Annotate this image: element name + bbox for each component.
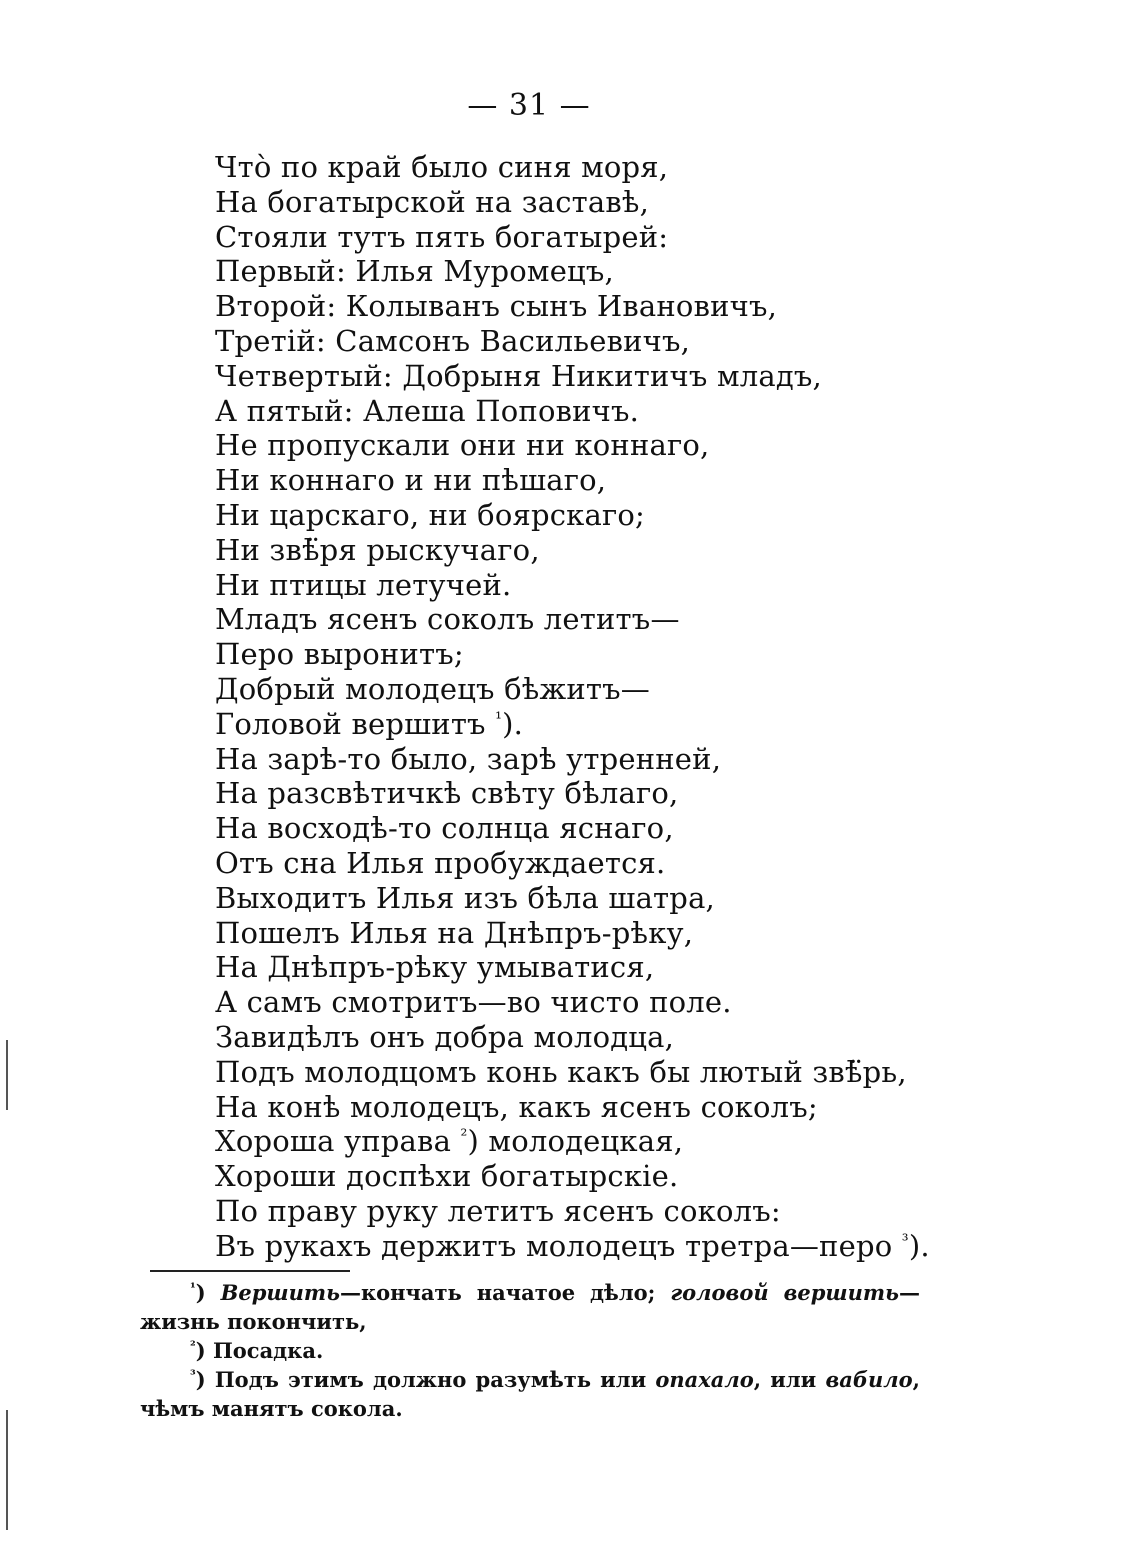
poem-line: А самъ смотритъ—во чисто поле. bbox=[215, 985, 732, 1020]
footnote-ref-1[interactable]: ¹ bbox=[495, 708, 503, 729]
poem-line: Добрый молодецъ бѣжитъ— bbox=[215, 671, 650, 706]
poem-line: На зарѣ-то было, зарѣ утренней, bbox=[215, 741, 722, 776]
footnote-text: —жизнь покончить, bbox=[140, 1280, 920, 1334]
poem-line: На богатырской на заставѣ, bbox=[215, 184, 650, 219]
poem-line: Завидѣлъ онъ добра молодца, bbox=[215, 1019, 675, 1054]
poem-line-tail: ) молодецкая, bbox=[467, 1124, 684, 1159]
footnote-term: Вершить bbox=[220, 1280, 340, 1305]
page-number: — 31 — bbox=[467, 88, 591, 123]
poem-line: Выходитъ Илья изъ бѣла шатра, bbox=[215, 880, 715, 915]
poem-line: Ни коннаго и ни пѣшаго, bbox=[215, 463, 607, 498]
poem-line: Второй: Колыванъ сынъ Ивановичъ, bbox=[215, 289, 778, 324]
footnote-mark: ³ bbox=[190, 1368, 196, 1383]
footnote-divider bbox=[150, 1270, 350, 1272]
poem-line-tail: ). bbox=[908, 1228, 930, 1263]
poem-line: Ни птицы летучей. bbox=[215, 567, 512, 602]
poem-line: Пошелъ Илья на Днѣпръ-рѣку, bbox=[215, 915, 694, 950]
poem-line-tail: ). bbox=[502, 706, 524, 741]
footnote-1 bbox=[140, 1278, 920, 1336]
poem-line-with-footnote-1 bbox=[215, 707, 1015, 742]
scan-edge-mark bbox=[6, 1410, 8, 1530]
poem-line: По праву руку летитъ ясенъ соколъ: bbox=[215, 1193, 781, 1228]
poem-line: На конѣ молодецъ, какъ ясенъ соколъ; bbox=[215, 1089, 818, 1124]
footnote-mark: ² bbox=[190, 1339, 196, 1354]
footnote-term: опахало bbox=[655, 1367, 754, 1392]
footnote-ref-2[interactable]: ² bbox=[460, 1126, 468, 1147]
poem bbox=[215, 150, 1015, 1264]
poem-line-with-footnote-2 bbox=[215, 1124, 1015, 1159]
footnote-term: головой вершить bbox=[670, 1280, 899, 1305]
poem-line: Что̀ по край было синя моря, bbox=[215, 150, 669, 184]
poem-line: А пятый: Алеша Поповичъ. bbox=[215, 393, 640, 428]
footnote-text: ) Посадка. bbox=[195, 1338, 324, 1363]
poem-line: Подъ молодцомъ конь какъ бы лютый звѣ̈рь, bbox=[215, 1054, 907, 1089]
footnotes bbox=[140, 1278, 920, 1423]
poem-line: Четвертый: Добрыня Никитичъ младъ, bbox=[215, 358, 822, 393]
footnote-3 bbox=[140, 1365, 920, 1423]
poem-line: Первый: Илья Муромецъ, bbox=[215, 254, 614, 289]
scan-edge-mark bbox=[6, 1040, 8, 1110]
poem-line: Младъ ясенъ соколъ летитъ— bbox=[215, 602, 680, 637]
poem-line: На восходѣ-то солнца яснаго, bbox=[215, 811, 674, 846]
footnote-term: вабило bbox=[825, 1367, 913, 1392]
poem-line: Перо выронитъ; bbox=[215, 637, 464, 672]
poem-line: Третій: Самсонъ Васильевичъ, bbox=[215, 323, 691, 358]
poem-line: Ни звѣ̈ря рыскучаго, bbox=[215, 532, 540, 567]
footnote-ref-3[interactable]: ³ bbox=[901, 1230, 909, 1251]
poem-line-text: Хороша управа bbox=[215, 1124, 452, 1159]
footnote-text: ) bbox=[195, 1280, 221, 1305]
poem-line-text: Въ рукахъ держитъ молодецъ третра—перо bbox=[215, 1228, 893, 1263]
footnote-text: , или bbox=[753, 1367, 826, 1392]
poem-line: Хороши доспѣхи богатырскіе. bbox=[215, 1159, 679, 1194]
poem-line: Отъ сна Илья пробуждается. bbox=[215, 845, 666, 880]
footnote-text: ) Подъ этимъ должно разумѣть или bbox=[195, 1367, 656, 1392]
poem-line: На разсвѣтичкѣ свѣту бѣлаго, bbox=[215, 776, 679, 811]
poem-line: Ни царскаго, ни боярскаго; bbox=[215, 497, 646, 532]
poem-line-with-footnote-3 bbox=[215, 1229, 1015, 1264]
footnote-text: —кончать начатое дѣло; bbox=[339, 1280, 671, 1305]
poem-line: На Днѣпръ-рѣку умыватися, bbox=[215, 950, 655, 985]
poem-line: Стояли тутъ пять богатырей: bbox=[215, 219, 669, 254]
footnote-mark: ¹ bbox=[190, 1281, 196, 1296]
poem-line-text: Головой вершитъ bbox=[215, 706, 486, 741]
footnote-text: , чѣмъ манятъ сокола. bbox=[140, 1367, 920, 1421]
poem-line: Не пропускали они ни коннаго, bbox=[215, 428, 710, 463]
footnote-2 bbox=[140, 1336, 920, 1365]
